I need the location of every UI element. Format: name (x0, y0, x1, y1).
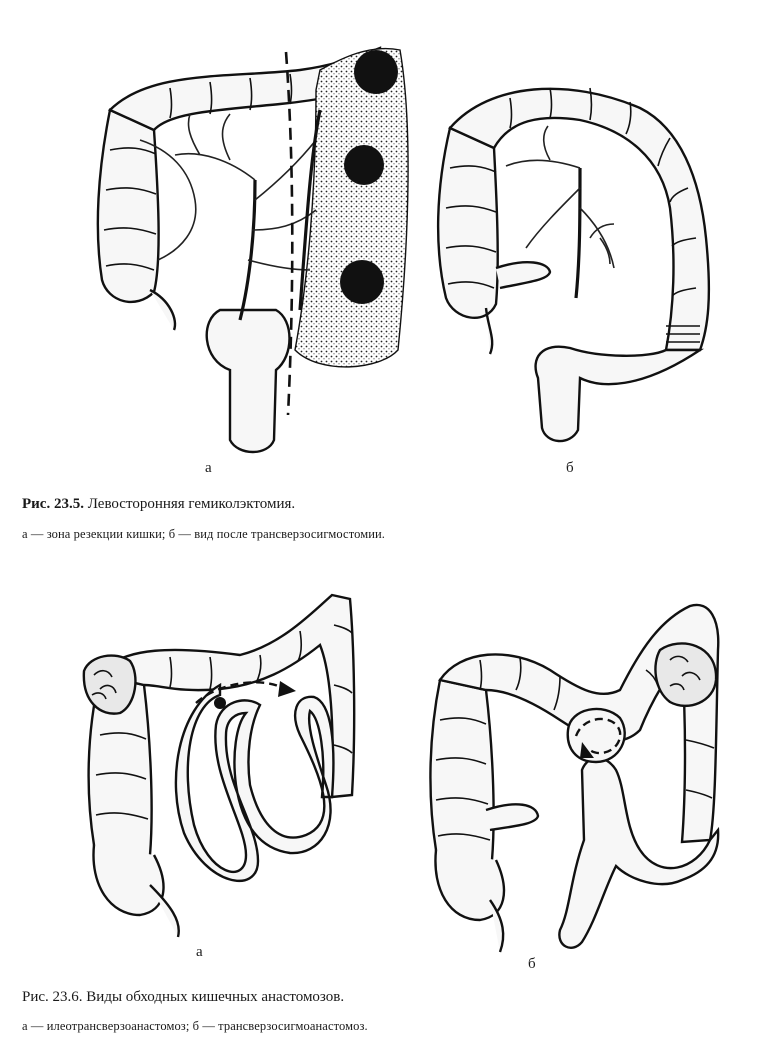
figure-23-5-caption (22, 496, 295, 513)
figure-23-5a-illustration (80, 30, 420, 460)
figure-23-6b-illustration (420, 590, 740, 970)
figure-23-5a-label: а (205, 460, 212, 476)
figure-23-6a-illustration (70, 585, 390, 945)
figure-23-6-caption (22, 989, 344, 1006)
figure-23-6-number: Рис. 23.6. (22, 989, 83, 1005)
figure-23-6b-label: б (528, 956, 536, 972)
figure-23-5-detail: а — зона резекции кишки; б — вид после трансверзосигмостомии. (22, 527, 386, 541)
figure-23-5-title: Левосторонняя гемиколэктомия. (87, 496, 296, 512)
figure-23-6a-label: а (196, 944, 203, 960)
figure-23-6-title: Виды обходных кишечных анастомозов. (86, 989, 345, 1005)
figure-23-6-detail: а — илеотрансверзоанастомоз; б — трансверзосигмоанастомоз. (22, 1019, 368, 1033)
figure-23-5b-label: б (566, 460, 574, 476)
figure-23-5-number: Рис. 23.5. (22, 496, 84, 512)
figure-23-5b-illustration (430, 58, 730, 458)
